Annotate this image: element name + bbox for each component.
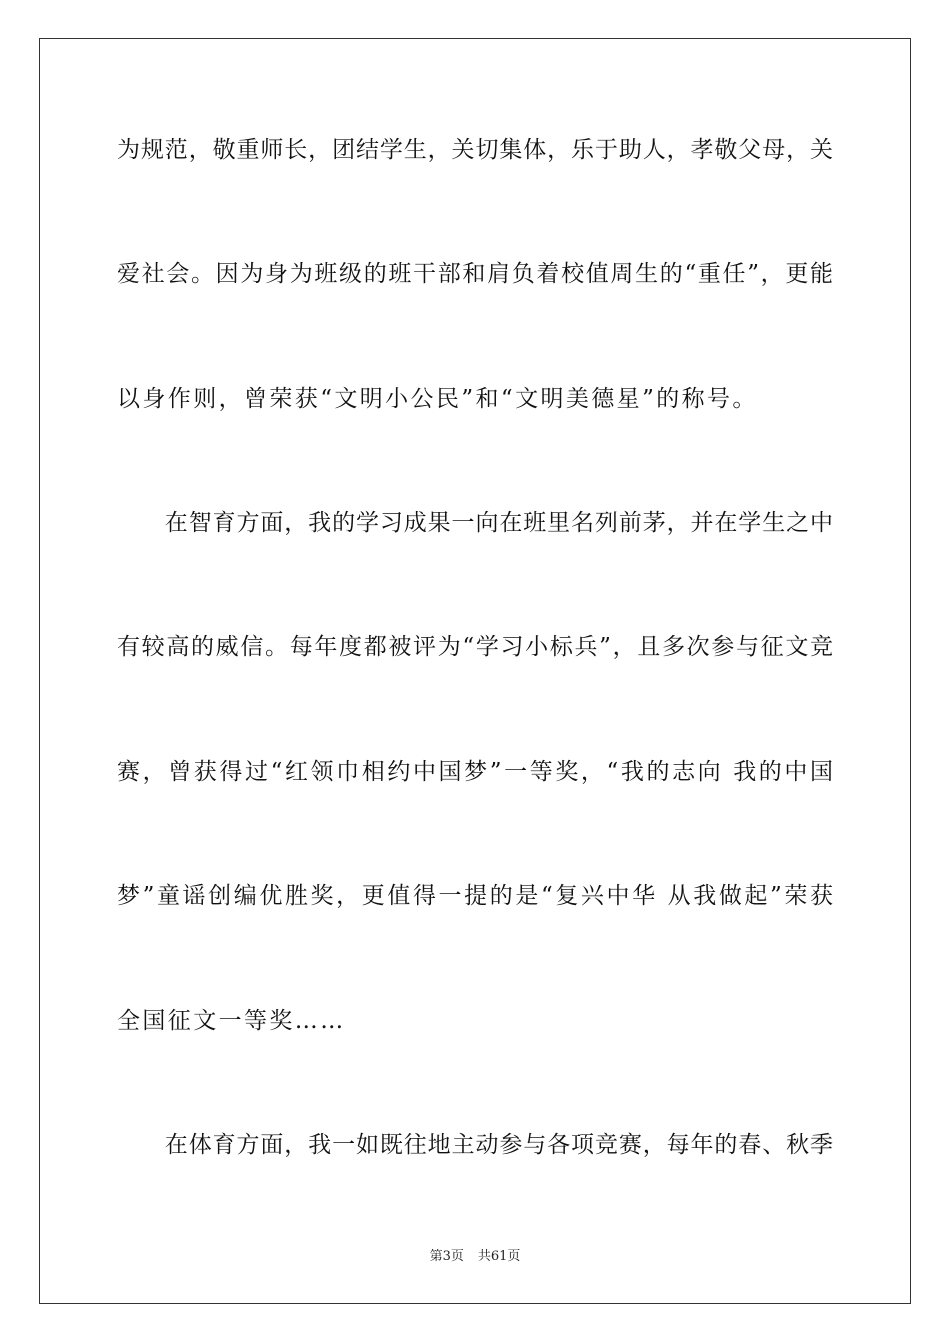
paragraph-line: 为规范，敬重师长，团结学生，关切集体，乐于助人，孝敬父母，关 (117, 137, 833, 163)
paragraph-line: 有较高的威信。每年度都被评为“学习小标兵”，且多次参与征文竞 (117, 634, 833, 660)
paragraph-line: 全国征文一等奖…… (117, 1008, 346, 1034)
paragraph-line: 梦”童谣创编优胜奖，更值得一提的是“复兴中华 从我做起”荣获 (117, 883, 833, 909)
page-footer (0, 1248, 950, 1266)
paragraph-line: 以身作则，曾荣获“文明小公民”和“文明美德星”的称号。 (117, 386, 758, 412)
paragraph-line: 在智育方面，我的学习成果一向在班里名列前茅，并在学生之中 (117, 510, 833, 536)
paragraph-line: 在体育方面，我一如既往地主动参与各项竞赛，每年的春、秋季 (117, 1132, 833, 1158)
page-border (39, 38, 911, 1304)
paragraph-line: 爱社会。因为身为班级的班干部和肩负着校值周生的“重任”，更能 (117, 261, 833, 287)
paragraph-line: 赛，曾获得过“红领巾相约中国梦”一等奖，“我的志向 我的中国 (117, 759, 833, 785)
page-total: 共61页 (477, 1249, 521, 1264)
page-number: 第3页 (429, 1249, 464, 1264)
